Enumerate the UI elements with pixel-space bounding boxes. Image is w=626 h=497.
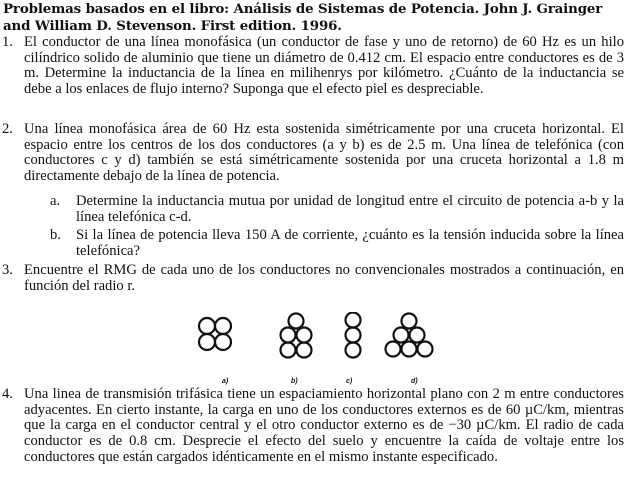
bundle-d-six-pyramid — [386, 314, 433, 357]
document-title: Problemas basados en el libro: Análisis de Sistemas de Potencia. John J. Grainger and William D. Stevenson. First edition. 1996. — [3, 1, 603, 34]
conductor-strand — [346, 328, 361, 343]
conductor-strand — [410, 328, 425, 343]
conductor-figures — [196, 312, 436, 388]
subitem-label: b. — [50, 227, 61, 243]
problem-4 — [2, 387, 624, 466]
conductor-strand — [289, 314, 304, 329]
conductor-bundles-diagram — [196, 312, 436, 388]
subitem-text: Si la línea de potencia lleva 150 A de corriente, ¿cuánto es la tensión inducida sobre la línea telefónica? — [76, 227, 624, 259]
problem-2 — [2, 122, 624, 185]
conductor-strand — [199, 334, 215, 350]
bundle-a-four-square — [199, 318, 231, 350]
problem-text: Una linea de transmisión trifásica tiene un espaciamiento horizontal plano con 2 m entre conductores adyacentes. En cierto instante, la carga en uno de los conductores externos es de 60 µC/km, mientras que la carga en el conductor central y el otro conductor externo es de −30 µC/km. El radio de cada conductor es de 0.8 cm. Desprecie el efecto del suelo y encuentre la caída de voltaje entre los conductores que están cargados idénticamente en el mismo instante especificado. — [24, 386, 624, 465]
conductor-strand — [297, 328, 312, 343]
subitem-text: Determine la inductancia mutua por unidad de longitud entre el circuito de potencia a-b y la línea telefónica c-d. — [76, 193, 624, 225]
problem-text: Una línea monofásica área de 60 Hz esta sostenida simétricamente por una cruceta horizontal. El espacio entre los centros de los dos conductores (a y b) es de 2.5 m. Una línea de telefónica (con conductores c y d) también se está simétricamente sostenida por una cruceta horizontal a 1.8 m directamente debajo de la línea de potencia. — [24, 121, 624, 185]
problem-number: 2. — [2, 121, 13, 137]
conductor-strand — [394, 328, 409, 343]
conductor-strand — [215, 334, 231, 350]
conductor-strand — [199, 318, 215, 334]
figure-label-a: a) — [222, 378, 229, 385]
problem-2-subitem-a — [50, 194, 624, 225]
conductor-strand — [281, 343, 296, 358]
figure-label-d: d) — [411, 378, 418, 385]
problem-number: 4. — [2, 386, 13, 402]
problem-text: El conductor de una línea monofásica (un conductor de fase y uno de retorno) de 60 Hz es un hilo cilíndrico solido de aluminio que tiene un diámetro de 0.412 cm. El espacio entre conductores es de 3 m. Determine la inductancia de la línea en milihenrys por kilómetro. ¿Cuánto de la inductancia se debe a los enlaces de flujo interno? Suponga que el efecto piel es despreciable. — [24, 34, 624, 98]
problem-number: 1. — [2, 34, 13, 50]
problem-3 — [2, 263, 624, 294]
conductor-strand — [281, 328, 296, 343]
conductor-strand — [297, 343, 312, 358]
figure-label-b: b) — [291, 378, 298, 385]
conductor-strand — [386, 342, 401, 357]
figure-label-c: c) — [346, 378, 353, 385]
conductor-strand — [402, 314, 417, 329]
bundle-c-three-column — [346, 313, 361, 358]
conductor-strand — [215, 318, 231, 334]
conductor-strand — [402, 342, 417, 357]
bundle-b-five-strand — [281, 314, 312, 358]
problem-1 — [2, 35, 624, 98]
problem-number: 3. — [2, 262, 13, 278]
problem-text: Encuentre el RMG de cada uno de los conductores no convencionales mostrados a continuación, en función del radio r. — [24, 262, 624, 294]
subitem-label: a. — [50, 193, 61, 209]
conductor-strand — [346, 343, 361, 358]
conductor-strand — [418, 342, 433, 357]
problem-2-subitem-b — [50, 228, 624, 259]
conductor-strand — [346, 313, 361, 328]
